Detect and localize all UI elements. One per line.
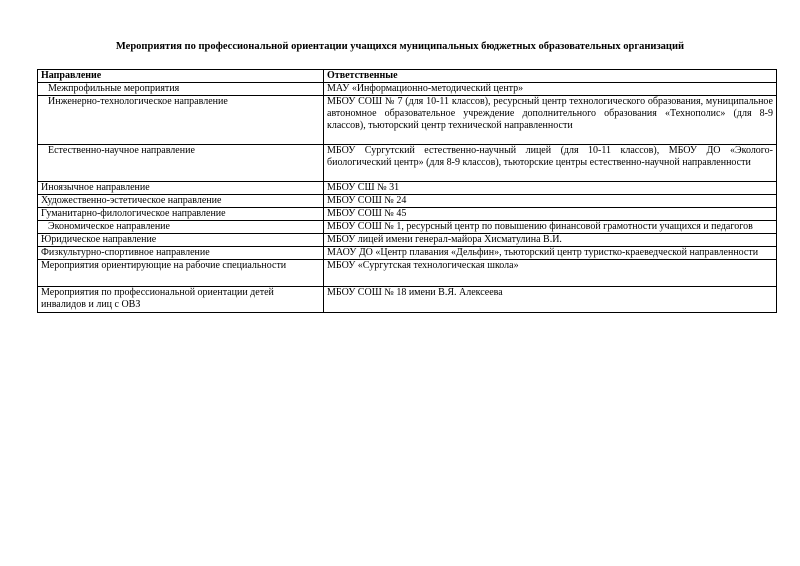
table-row (38, 260, 777, 287)
row-responsible: МБОУ СШ № 31 (324, 182, 777, 195)
row-responsible: МАОУ ДО «Центр плавания «Дельфин», тьюторский центр туристко-краеведческой направленности (324, 247, 777, 260)
row-responsible: МБОУ Сургутский естественно-научный лицей (для 10-11 классов), МБОУ ДО «Эколого-биологический центр» (для 8-9 классов), тьюторские центры естественно-научной направленности (324, 145, 777, 182)
row-direction: Мероприятия по профессиональной ориентации детей инвалидов и лиц с ОВЗ (38, 287, 324, 313)
table-header-row (38, 70, 777, 83)
row-direction: Художественно-эстетическое направление (38, 195, 324, 208)
row-responsible: МБОУ СОШ № 7 (для 10-11 классов), ресурсный центр технологического образования, муниципальное автономное образовательное учреждение дополнительного образования «Технополис» (для 8-9 классов), тьюторский центр технической направленности (324, 96, 777, 145)
header-responsible: Ответственные (324, 70, 777, 83)
row-direction: Экономическое направление (38, 221, 324, 234)
table-row (38, 182, 777, 195)
table-row (38, 247, 777, 260)
row-direction: Мероприятия ориентирующие на рабочие специальности (38, 260, 324, 287)
header-direction: Направление (38, 70, 324, 83)
row-responsible: МАУ «Информационно-методический центр» (324, 83, 777, 96)
row-direction: Юридическое направление (38, 234, 324, 247)
row-responsible: МБОУ лицей имени генерал-майора Хисматулина В.И. (324, 234, 777, 247)
row-direction: Естественно-научное направление (38, 145, 324, 182)
table-row (38, 145, 777, 182)
events-table (37, 69, 777, 313)
table-row (38, 96, 777, 145)
row-responsible: МБОУ СОШ № 24 (324, 195, 777, 208)
table-row (38, 208, 777, 221)
row-direction: Физкультурно-спортивное направление (38, 247, 324, 260)
table-row (38, 234, 777, 247)
table-row (38, 287, 777, 313)
row-responsible: МБОУ СОШ № 45 (324, 208, 777, 221)
row-responsible: МБОУ «Сургутская технологическая школа» (324, 260, 777, 287)
table-row (38, 221, 777, 234)
row-direction: Гуманитарно-филологическое направление (38, 208, 324, 221)
row-direction: Иноязычное направление (38, 182, 324, 195)
page-title: Мероприятия по профессиональной ориентации учащихся муниципальных бюджетных образовательных организаций (115, 41, 685, 52)
row-responsible: МБОУ СОШ № 18 имени В.Я. Алексеева (324, 287, 777, 313)
table-row (38, 83, 777, 96)
row-direction: Инженерно-технологическое направление (38, 96, 324, 145)
row-responsible: МБОУ СОШ № 1, ресурсный центр по повышению финансовой грамотности учащихся и педагогов (324, 221, 777, 234)
row-direction: Межпрофильные мероприятия (38, 83, 324, 96)
table-row (38, 195, 777, 208)
